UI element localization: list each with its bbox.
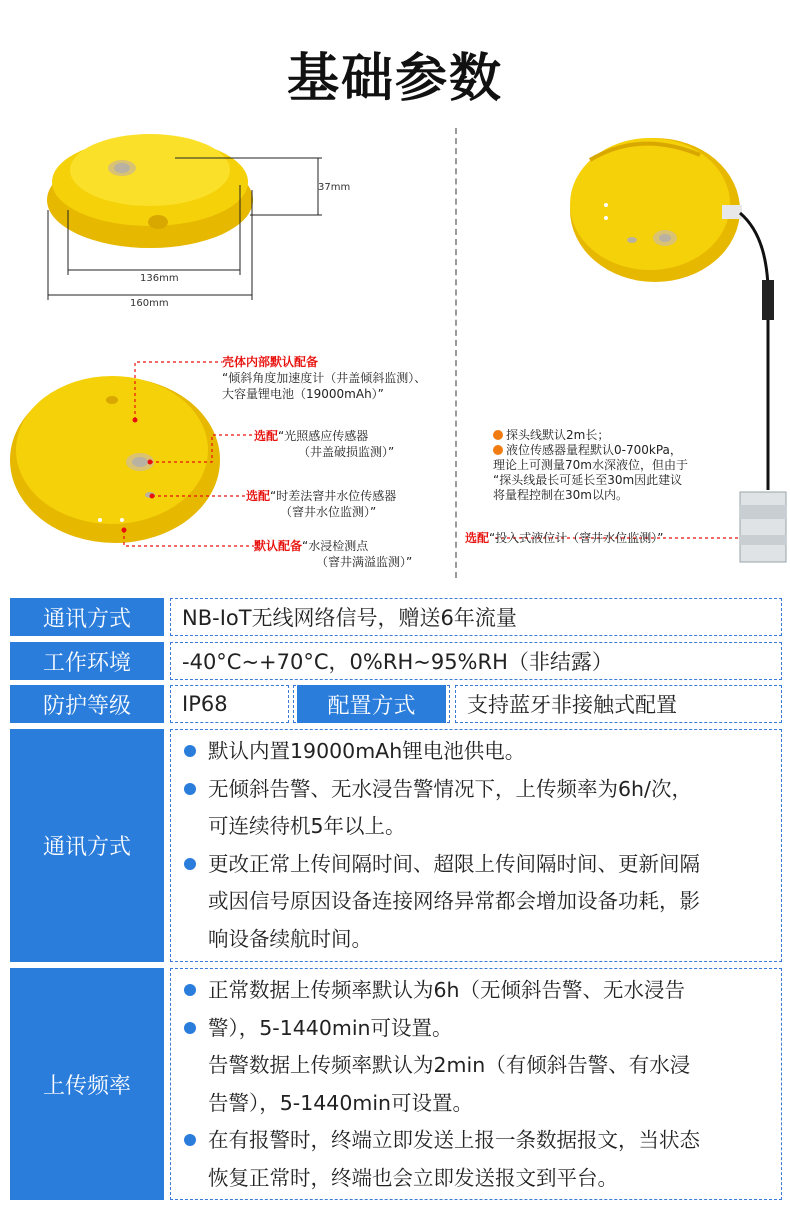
spec-row-upload xyxy=(10,968,782,1200)
annotation-text: 液位传感器量程默认0-700kPa， xyxy=(506,443,682,457)
product-illustration xyxy=(0,110,790,590)
annotation-text: “水浸检测点 xyxy=(302,539,369,553)
list-item: 正常数据上传频率默认为6h（无倾斜告警、无水浸告 xyxy=(208,978,686,1002)
list-item: 更改正常上传间隔时间、超限上传间隔时间、更新间隔 xyxy=(208,851,700,876)
device-side-view xyxy=(47,126,253,248)
list-item: 可连续待机5年以上。 xyxy=(208,814,406,838)
annotation-text: “倾斜角度加速度计（井盖倾斜监测）、 xyxy=(222,371,427,385)
list-item: 告警），5-1440min可设置。 xyxy=(208,1090,474,1115)
list-item: 恢复正常时，终端也会立即发送报文到平台。 xyxy=(208,1165,618,1190)
annotation-tag: 默认配备 xyxy=(254,539,303,553)
bullet-dot-icon xyxy=(184,858,196,870)
spec-value: NB-IoT无线网络信号，赠送6年流量 xyxy=(170,598,782,636)
annotation-tag: 选配 xyxy=(246,489,271,503)
annotation-tag: 壳体内部默认配备 xyxy=(222,355,319,369)
list-item: 在有报警时，终端立即发送上报一条数据报文，当状态 xyxy=(208,1128,700,1152)
annotation-text: 理论上可测量70m水深液位，但由于 xyxy=(493,458,688,472)
annotation-light-sensor xyxy=(254,428,368,444)
annotation-water-point xyxy=(254,538,368,554)
bullet-dot-icon xyxy=(184,783,196,795)
inner-width-dimension: 136mm xyxy=(140,273,179,284)
list-item: 告警数据上传频率默认为2min（有倾斜告警、有水浸 xyxy=(208,1053,691,1077)
list-item: 响设备续航时间。 xyxy=(208,926,372,951)
annotation-text: 探头线默认2m长； xyxy=(506,428,610,442)
spec-label: 配置方式 xyxy=(297,685,446,723)
bullet-dot-icon xyxy=(184,1022,196,1034)
spec-row-power xyxy=(10,729,782,962)
annotation-tag: 选配 xyxy=(465,531,490,545)
annotation-immersion xyxy=(465,530,663,546)
annotation-text: 将量程控制在30m以内。 xyxy=(493,488,628,502)
bullet-dot-icon xyxy=(184,1134,196,1146)
page-title: 基础参数 xyxy=(286,49,503,109)
annotation-text: （窨井水位监测）” xyxy=(280,505,377,519)
device-top-view xyxy=(10,376,220,543)
spec-value: IP68 xyxy=(170,685,289,723)
bullet-dot-icon xyxy=(184,745,196,757)
spec-label: 工作环境 xyxy=(10,642,164,680)
annotation-text: （井盖破损监测）” xyxy=(298,445,395,459)
bullet-dot-icon xyxy=(184,984,196,996)
spec-label: 通讯方式 xyxy=(10,598,164,636)
bullet-dot-icon xyxy=(493,430,503,440)
spec-value: 支持蓝牙非接触式配置 xyxy=(455,685,782,723)
spec-list xyxy=(184,733,700,958)
annotation-shell xyxy=(222,354,426,402)
annotation-tof-sensor xyxy=(246,488,396,504)
annotation-probe xyxy=(493,428,688,503)
list-item: 或因信号原因设备连接网络异常都会增加设备功耗，影 xyxy=(208,889,700,913)
annotation-tag: 选配 xyxy=(254,429,279,443)
spec-label: 防护等级 xyxy=(10,685,164,723)
spec-row-protect xyxy=(10,685,782,723)
annotation-text: “投入式液位计（窨井水位监测）” xyxy=(489,531,664,545)
annotation-text: “时差法窨井水位传感器 xyxy=(270,489,397,503)
annotation-text: “探头线最长可延长至30m因此建议 xyxy=(493,473,683,487)
spec-label: 通讯方式 xyxy=(10,729,164,962)
list-item: 默认内置19000mAh锂电池供电。 xyxy=(208,739,526,763)
annotation-text: 大容量锂电池（19000mAh）” xyxy=(222,387,384,401)
spec-value: -40°C~+70°C，0%RH~95%RH（非结露） xyxy=(170,642,782,680)
bullet-dot-icon xyxy=(493,445,503,455)
spec-row-env xyxy=(10,642,782,680)
annotation-text: （窨井满溢监测）” xyxy=(316,555,413,569)
product-diagram xyxy=(0,110,790,590)
list-item: 警），5-1440min可设置。 xyxy=(208,1015,453,1040)
spec-label: 上传频率 xyxy=(10,968,164,1200)
outer-width-dimension: 160mm xyxy=(130,298,169,309)
list-item: 无倾斜告警、无水浸告警情况下，上传频率为6h/次， xyxy=(208,776,692,801)
height-dimension: 37mm xyxy=(318,182,351,193)
spec-list xyxy=(184,972,700,1197)
spec-row-comm xyxy=(10,598,782,636)
annotation-text: “光照感应传感器 xyxy=(278,429,369,443)
